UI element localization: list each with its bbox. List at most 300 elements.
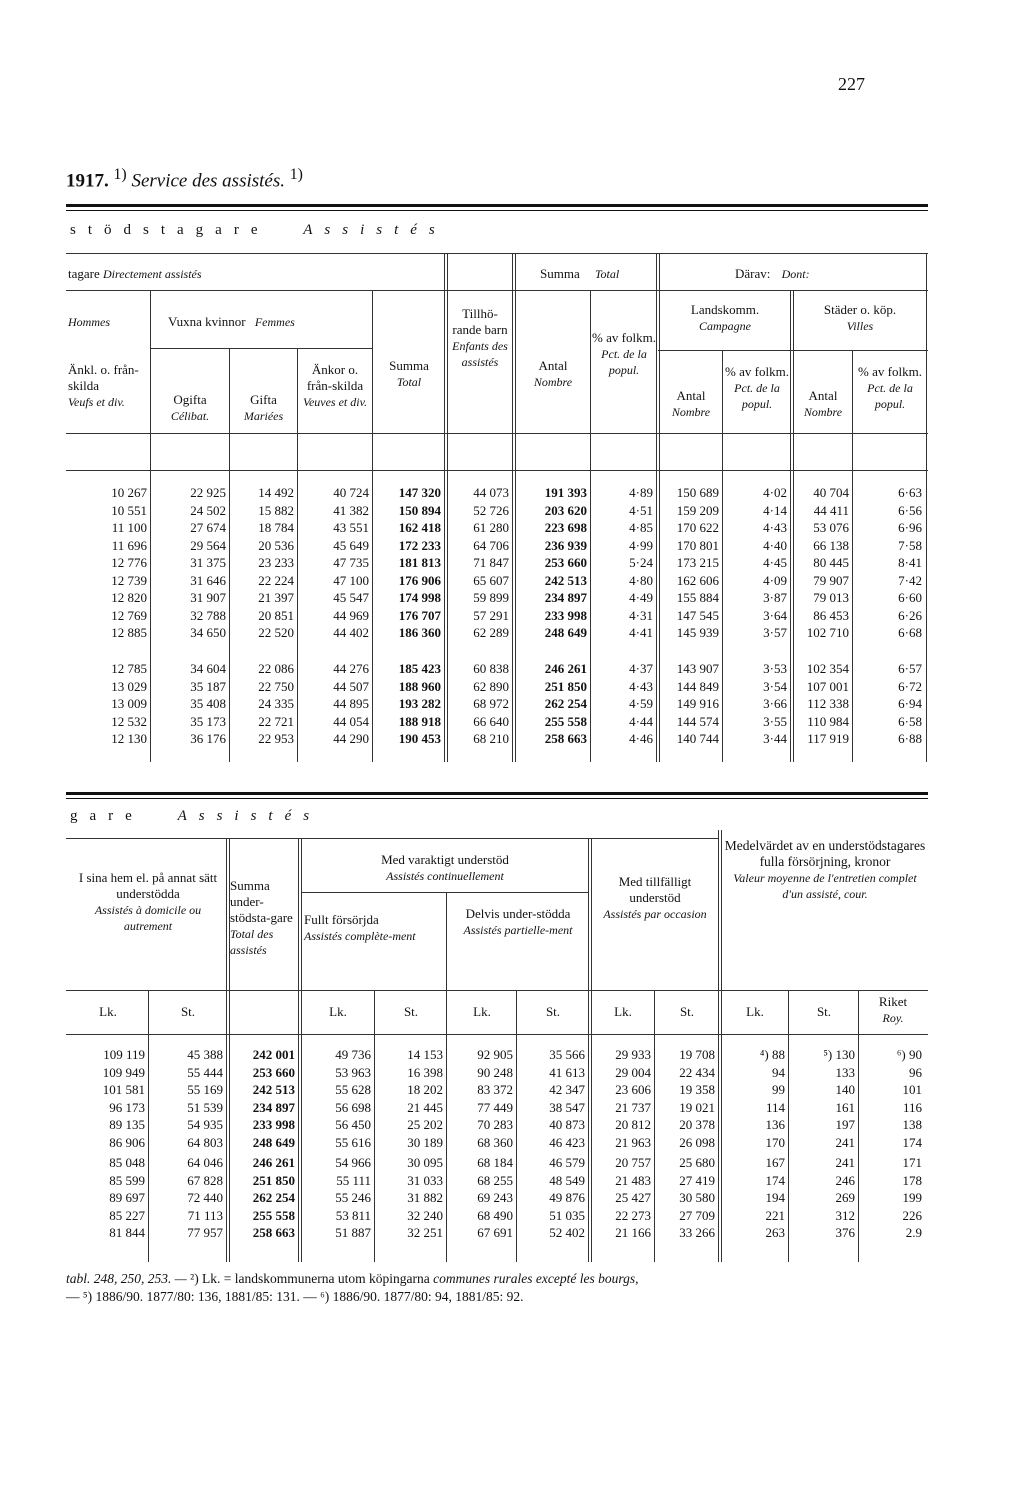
table-cell: 12 532 (111, 713, 147, 729)
table-cell: 171 (902, 1155, 922, 1170)
table-cell: 4·43 (629, 678, 653, 694)
table-cell: 64 046 (187, 1155, 223, 1170)
table-cell: 34 650 (190, 625, 226, 640)
rule (302, 892, 588, 893)
hdr-tillhorande: Tillhö-rande barn Enfants des assistés (452, 306, 508, 369)
table-cell: 22 086 (258, 661, 294, 676)
table-cell: 66 138 (813, 537, 849, 553)
table-cell: 45 547 (333, 590, 369, 605)
table-cell: 70 283 (477, 1117, 513, 1132)
table-cell: 144 574 (676, 713, 719, 729)
hdr-st-1: St. (180, 1004, 196, 1019)
table-cell: 6·26 (898, 607, 922, 623)
table-cell: 55 169 (187, 1082, 223, 1097)
footnote-communes: communes rurales excepté les bourgs, (433, 1271, 639, 1286)
table-cell: 6·88 (898, 731, 922, 746)
table-cell: 22 273 (615, 1207, 651, 1223)
hdr-pct: % av folkm. Pct. de la popul. (592, 330, 656, 377)
hdr-tagare: tagare Directement assistés (68, 266, 202, 281)
table-cell: 174 (902, 1134, 922, 1150)
table-cell: 3·57 (763, 625, 787, 640)
table-cell: 40 873 (549, 1117, 585, 1132)
table-cell: 4·44 (629, 713, 653, 729)
table-cell: ⁵) 130 (823, 1047, 855, 1062)
hdr-darav: Därav: Dont: (735, 266, 810, 281)
table-cell: 4·49 (629, 590, 653, 605)
table-cell: 107 001 (806, 678, 849, 694)
hdr-delvis: Delvis under-stödda Assistés partielle-ment (463, 906, 573, 937)
table-cell: 44 054 (333, 713, 369, 729)
table-cell: 197 (835, 1117, 855, 1132)
table-cell: 263 (765, 1225, 785, 1240)
table-cell: 11 696 (111, 537, 147, 553)
table-cell: 29 004 (615, 1064, 651, 1080)
table-cell: 138 (902, 1117, 922, 1132)
table-cell: 85 048 (109, 1155, 145, 1170)
table-cell: 170 622 (676, 520, 719, 535)
table-cell: 110 984 (807, 713, 849, 729)
hdr-lk-2: Lk. (329, 1004, 347, 1019)
table-cell: 20 851 (258, 607, 294, 623)
table-cell: 3·66 (763, 696, 787, 711)
table-cell: 44 969 (333, 607, 369, 623)
hdr-ankor: Änkor o. från-skilda Veuves et div. (302, 362, 368, 409)
table-cell: 170 (765, 1134, 785, 1150)
table-cell: 42 347 (549, 1082, 585, 1097)
hdr-st-4: St. (679, 1004, 695, 1019)
top-a-col-1 (57, 484, 147, 642)
table-cell: 248 649 (252, 1134, 295, 1150)
table-cell: 30 189 (407, 1134, 443, 1150)
top-b-col-1 (57, 660, 147, 748)
table-cell: 25 427 (615, 1190, 651, 1205)
table-cell: 55 628 (335, 1082, 371, 1097)
page-title (66, 166, 303, 192)
table-cell: 3·44 (763, 731, 787, 746)
table-cell: 61 280 (473, 520, 509, 535)
table-cell: 21 483 (615, 1172, 651, 1188)
table-cell: 173 215 (676, 555, 719, 570)
table-cell: 22 520 (258, 625, 294, 640)
table-cell: 191 393 (544, 485, 587, 500)
rule (150, 348, 372, 349)
table-cell: 44 895 (333, 696, 369, 711)
table-cell: 12 776 (111, 555, 147, 570)
table-cell: 242 001 (252, 1047, 295, 1062)
table-cell: 159 209 (676, 502, 719, 518)
table-cell: 90 248 (477, 1064, 513, 1080)
table-cell: 23 233 (258, 555, 294, 570)
table-cell: 77 449 (477, 1099, 513, 1115)
hdr-landskomm-antal: Antal Nombre (671, 388, 711, 419)
table-cell: 57 291 (473, 607, 509, 623)
table-cell: 10 551 (111, 502, 147, 518)
table-cell: 248 649 (544, 625, 587, 640)
table-cell: 32 251 (407, 1225, 443, 1240)
table-cell: 3·55 (763, 713, 787, 729)
table-cell: 251 850 (252, 1172, 295, 1188)
table-cell: 13 009 (111, 696, 147, 711)
table-cell: 65 607 (473, 572, 509, 588)
table-cell: 68 972 (473, 696, 509, 711)
table-cell: 221 (765, 1207, 785, 1223)
table-cell: 47 735 (333, 555, 369, 570)
table-cell: 101 581 (102, 1082, 145, 1097)
table-cell: 102 710 (806, 625, 849, 640)
table-cell: 24 502 (190, 502, 226, 518)
table-cell: 8·41 (898, 555, 922, 570)
table-cell: 51 539 (187, 1099, 223, 1115)
table-cell: 85 599 (109, 1172, 145, 1188)
table-cell: 258 663 (544, 731, 587, 746)
table-cell: 19 021 (679, 1099, 715, 1115)
table-cell: 40 724 (333, 485, 369, 500)
table-cell: 241 (835, 1155, 855, 1170)
table-cell: 49 736 (335, 1047, 371, 1062)
rule (66, 433, 928, 434)
page-number: 227 (838, 74, 865, 94)
bottom-banner (70, 808, 321, 825)
table-cell: 56 450 (335, 1117, 371, 1132)
table-cell: 45 388 (187, 1047, 223, 1062)
table-cell: 176 906 (398, 572, 441, 588)
table-cell: 150 894 (398, 502, 441, 518)
table-cell: 262 254 (252, 1190, 295, 1205)
table-cell: 4·43 (763, 520, 787, 535)
table-cell: 43 551 (333, 520, 369, 535)
table-cell: 199 (902, 1190, 922, 1205)
table-cell: 80 445 (813, 555, 849, 570)
table-cell: 34 604 (190, 661, 226, 676)
table-cell: 246 (835, 1172, 855, 1188)
hdr-lk-5: Lk. (746, 1004, 764, 1019)
hdr-summa-understodstagare: Summa under-stödsta-gare Total des assistés (230, 878, 293, 957)
table-cell: 234 897 (544, 590, 587, 605)
table-cell: 71 113 (187, 1207, 223, 1223)
table-cell: 29 933 (615, 1047, 651, 1062)
table-cell: 79 013 (813, 590, 849, 605)
table-cell: 67 691 (477, 1225, 513, 1240)
table-cell: 234 897 (252, 1099, 295, 1115)
table-cell: 44 290 (333, 731, 369, 746)
table-cell: 55 246 (335, 1190, 371, 1205)
table-cell: 25 202 (407, 1117, 443, 1132)
table-cell: 162 418 (398, 520, 441, 535)
table-cell: 145 939 (676, 625, 719, 640)
table-cell: 255 558 (544, 713, 587, 729)
table-cell: 223 698 (544, 520, 587, 535)
table-cell: 6·58 (898, 713, 922, 729)
top-banner-fr: Assistés (303, 222, 447, 238)
table-cell: 45 649 (333, 537, 369, 553)
top-banner (70, 222, 447, 239)
table-cell: 22 434 (679, 1064, 715, 1080)
table-cell: 7·58 (898, 537, 922, 553)
title-footnote-mark-2: 1) (289, 166, 303, 183)
table-cell: 22 750 (258, 678, 294, 694)
table-cell: 161 (835, 1099, 855, 1115)
table-cell: 52 402 (549, 1225, 585, 1240)
table-cell: 178 (902, 1172, 922, 1188)
table-cell: 12 885 (111, 625, 147, 640)
table-cell: 167 (765, 1155, 785, 1170)
table-cell: 92 905 (477, 1047, 513, 1062)
table-cell: ⁶) 90 (896, 1047, 922, 1062)
table-cell: 236 939 (544, 537, 587, 553)
table-cell: 251 850 (544, 678, 587, 694)
bottom-b-col-12 (832, 1154, 922, 1242)
rule (66, 1034, 928, 1035)
hdr-gifta: Gifta Mariées (243, 392, 284, 423)
mid-double-rule (66, 792, 928, 799)
table-cell: 68 210 (473, 731, 509, 746)
hdr-landskomm: Landskomm. Campagne (690, 302, 760, 333)
hdr-summa-total: Summa Total (540, 266, 620, 281)
rule (66, 290, 928, 291)
title-year: 1917. (66, 170, 109, 192)
table-cell: 255 558 (252, 1207, 295, 1223)
table-cell: 162 606 (676, 572, 719, 588)
table-cell: 3·87 (763, 590, 787, 605)
table-cell: 12 820 (111, 590, 147, 605)
table-cell: 20 757 (615, 1155, 651, 1170)
table-cell: 4·51 (629, 502, 653, 518)
table-cell: 258 663 (252, 1225, 295, 1240)
table-cell: 136 (765, 1117, 785, 1132)
table-cell: 170 801 (676, 537, 719, 553)
table-cell: ⁴) 88 (759, 1047, 785, 1062)
table-cell: 4·80 (629, 572, 653, 588)
table-cell: 79 907 (813, 572, 849, 588)
table-cell: 20 812 (615, 1117, 651, 1132)
table-cell: 3·54 (763, 678, 787, 694)
hdr-vuxna-kvinnor: Vuxna kvinnor Femmes (168, 314, 295, 329)
table-cell: 32 240 (407, 1207, 443, 1223)
table-cell: 60 838 (473, 661, 509, 676)
bottom-a-col-12 (832, 1046, 922, 1151)
hdr-medelvardet: Medelvärdet av en understödstagares fulla försörjning, kronor Valeur moyenne de l'entretien complet d'un assisté, cour. (724, 838, 926, 901)
table-cell: 10 267 (111, 485, 147, 500)
table-cell: 16 398 (407, 1064, 443, 1080)
table-cell: 22 224 (258, 572, 294, 588)
table-cell: 193 282 (398, 696, 441, 711)
table-cell: 40 704 (813, 485, 849, 500)
hdr-st-5: St. (816, 1004, 832, 1019)
table-cell: 12 130 (111, 731, 147, 746)
table-cell: 194 (765, 1190, 785, 1205)
table-cell: 25 680 (679, 1155, 715, 1170)
table-cell: 4·46 (629, 731, 653, 746)
table-cell: 83 372 (477, 1082, 513, 1097)
table-cell: 68 490 (477, 1207, 513, 1223)
table-cell: 51 887 (335, 1225, 371, 1240)
footnote-tabl: tabl. 248, 250, 253. — (66, 1271, 187, 1286)
table-cell: 4·37 (629, 661, 653, 676)
table-cell: 13 029 (111, 678, 147, 694)
table-cell: 29 564 (190, 537, 226, 553)
table-cell: 32 788 (190, 607, 226, 623)
table-cell: 31 033 (407, 1172, 443, 1188)
hdr-st-3: St. (545, 1004, 561, 1019)
table-cell: 242 513 (544, 572, 587, 588)
table-cell: 46 579 (549, 1155, 585, 1170)
table-cell: 14 492 (258, 485, 294, 500)
table-cell: 27 709 (679, 1207, 715, 1223)
top-a-col-6 (419, 484, 509, 642)
table-cell: 56 698 (335, 1099, 371, 1115)
table-cell: 6·68 (898, 625, 922, 640)
table-cell: 269 (835, 1190, 855, 1205)
top-a-col-12 (832, 484, 922, 642)
table-cell: 21 737 (615, 1099, 651, 1115)
table-cell: 203 620 (544, 502, 587, 518)
table-cell: 109 949 (102, 1064, 145, 1080)
hdr-lk-3: Lk. (473, 1004, 491, 1019)
table-cell: 27 419 (679, 1172, 715, 1188)
table-cell: 89 135 (109, 1117, 145, 1132)
table-cell: 188 960 (398, 678, 441, 694)
hdr-ankl: Änkl. o. från-skilda Veufs et div. (68, 362, 139, 409)
hdr-hommes: Hommes (68, 315, 110, 329)
table-cell: 35 187 (190, 678, 226, 694)
table-cell: 181 813 (398, 555, 441, 570)
table-cell: 376 (835, 1225, 855, 1240)
table-cell: 49 876 (549, 1190, 585, 1205)
table-cell: 31 907 (190, 590, 226, 605)
bottom-banner-sv: gare (70, 808, 144, 824)
table-cell: 20 536 (258, 537, 294, 553)
table-cell: 19 358 (679, 1082, 715, 1097)
table-cell: 30 580 (679, 1190, 715, 1205)
table-cell: 69 243 (477, 1190, 513, 1205)
table-cell: 140 744 (676, 731, 719, 746)
table-cell: 33 266 (679, 1225, 715, 1240)
hdr-ogifta: Ogifta Célibat. (170, 392, 210, 423)
table-cell: 4·14 (763, 502, 787, 518)
rule (66, 470, 928, 471)
hdr-lk-1: Lk. (99, 1004, 117, 1019)
table-cell: 55 111 (336, 1172, 371, 1188)
table-cell: 185 423 (398, 661, 441, 676)
table-cell: 143 907 (676, 661, 719, 676)
top-double-rule (66, 204, 928, 211)
table-cell: 186 360 (398, 625, 441, 640)
table-cell: 55 616 (335, 1134, 371, 1150)
table-cell: 253 660 (252, 1064, 295, 1080)
hdr-stader: Städer o. köp. Villes (823, 302, 897, 333)
table-cell: 3·53 (763, 661, 787, 676)
table-cell: 24 335 (258, 696, 294, 711)
hdr-stader-antal: Antal Nombre (803, 388, 843, 419)
table-cell: 4·85 (629, 520, 653, 535)
table-cell: 4·40 (763, 537, 787, 553)
table-cell: 312 (835, 1207, 855, 1223)
table-cell: 31 375 (190, 555, 226, 570)
table-cell: 89 697 (109, 1190, 145, 1205)
table-cell: 4·45 (763, 555, 787, 570)
table-cell: 172 233 (398, 537, 441, 553)
table-cell: 188 918 (398, 713, 441, 729)
table-cell: 38 547 (549, 1099, 585, 1115)
table-cell: 23 606 (615, 1082, 651, 1097)
table-cell: 66 640 (473, 713, 509, 729)
table-cell: 72 440 (187, 1190, 223, 1205)
table-cell: 54 935 (187, 1117, 223, 1132)
hdr-i-sina-hem: I sina hem el. på annat sätt understödda Assistés à domicile ou autrement (78, 870, 218, 933)
table-cell: 44 276 (333, 661, 369, 676)
table-cell: 22 721 (258, 713, 294, 729)
table-cell: 174 998 (398, 590, 441, 605)
table-cell: 147 545 (676, 607, 719, 623)
table-cell: 94 (772, 1064, 785, 1080)
table-cell: 18 202 (407, 1082, 443, 1097)
table-cell: 4·41 (629, 625, 653, 640)
table-cell: 226 (902, 1207, 922, 1223)
table-cell: 246 261 (252, 1155, 295, 1170)
table-cell: 71 847 (473, 555, 509, 570)
rule (66, 253, 928, 254)
hdr-landskomm-pct: % av folkm. Pct. de la popul. (725, 364, 789, 411)
table-cell: 53 811 (335, 1207, 371, 1223)
table-cell: 253 660 (544, 555, 587, 570)
table-cell: 52 726 (473, 502, 509, 518)
hdr-stader-pct: % av folkm. Pct. de la popul. (858, 364, 922, 411)
table-cell: 99 (772, 1082, 785, 1097)
table-cell: 21 445 (407, 1099, 443, 1115)
table-cell: 7·42 (898, 572, 922, 588)
table-cell: 35 566 (549, 1047, 585, 1062)
table-cell: 149 916 (676, 696, 719, 711)
table-cell: 2.9 (905, 1225, 922, 1240)
top-b-col-6 (419, 660, 509, 748)
table-cell: 53 076 (813, 520, 849, 535)
table-cell: 262 254 (544, 696, 587, 711)
table-cell: 4·09 (763, 572, 787, 588)
table-cell: 12 739 (111, 572, 147, 588)
table-cell: 109 119 (103, 1047, 145, 1062)
table-cell: 64 706 (473, 537, 509, 553)
rule (66, 838, 718, 839)
table-cell: 44 411 (813, 502, 849, 518)
table-cell: 22 953 (258, 731, 294, 746)
table-cell: 116 (902, 1099, 922, 1115)
table-cell: 176 707 (398, 607, 441, 623)
hdr-antal: Antal Nombre (533, 358, 573, 389)
table-cell: 22 925 (190, 485, 226, 500)
table-cell: 54 966 (335, 1155, 371, 1170)
table-cell: 77 957 (187, 1225, 223, 1240)
table-cell: 27 674 (190, 520, 226, 535)
table-cell: 81 844 (109, 1225, 145, 1240)
table-cell: 85 227 (109, 1207, 145, 1223)
table-cell: 21 963 (615, 1134, 651, 1150)
table-cell: 68 184 (477, 1155, 513, 1170)
table-cell: 117 919 (807, 731, 849, 746)
table-cell: 86 453 (813, 607, 849, 623)
table-cell: 4·99 (629, 537, 653, 553)
table-cell: 133 (835, 1064, 855, 1080)
table-cell: 41 613 (549, 1064, 585, 1080)
bottom-a-col-1 (55, 1046, 145, 1151)
table-cell: 18 784 (258, 520, 294, 535)
table-cell: 31 646 (190, 572, 226, 588)
table-cell: 68 360 (477, 1134, 513, 1150)
table-cell: 147 320 (398, 485, 441, 500)
table-cell: 86 906 (109, 1134, 145, 1150)
table-cell: 6·96 (898, 520, 922, 535)
table-cell: 59 899 (473, 590, 509, 605)
table-cell: 15 882 (258, 502, 294, 518)
